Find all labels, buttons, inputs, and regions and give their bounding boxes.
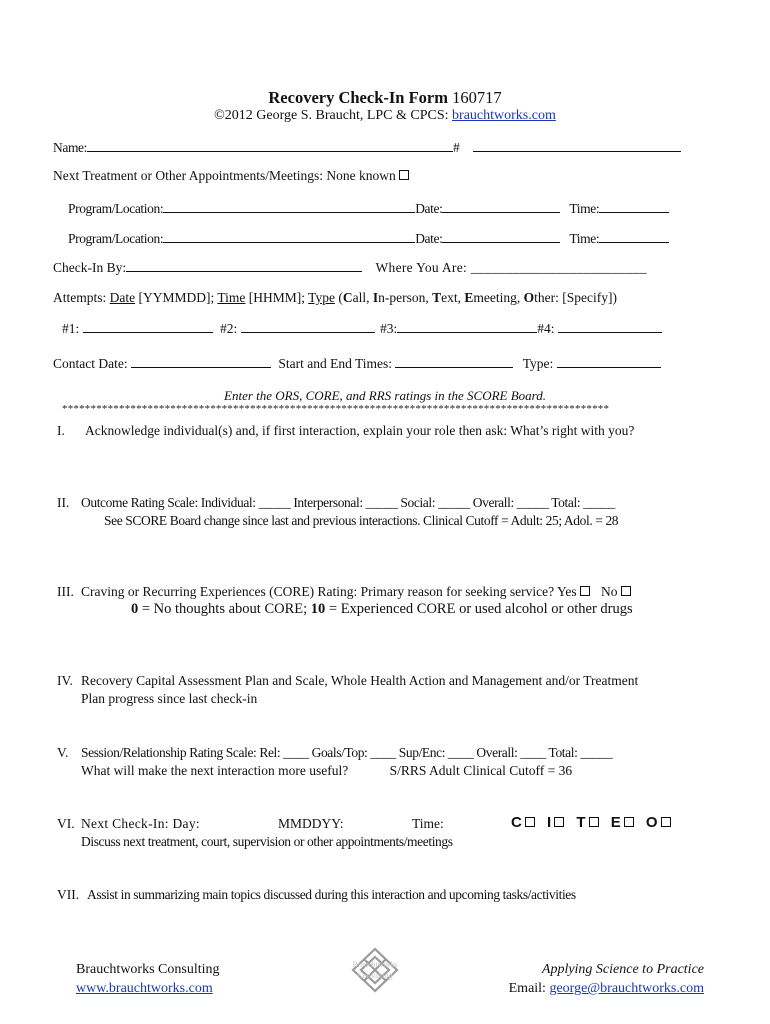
tagline: Applying Science to Practice [541, 962, 704, 977]
date-field[interactable] [442, 200, 560, 213]
program-location-row-1 [68, 200, 669, 217]
no-label: No [601, 584, 618, 599]
attempts-date-format: [YYMMDD]; [138, 290, 215, 305]
type-label: Type: [522, 356, 554, 371]
type-o-rest: ther: [Specify]) [534, 290, 617, 305]
section-3-number: III. [57, 584, 74, 599]
date-field[interactable] [442, 230, 560, 243]
section-3-scale [131, 601, 633, 618]
form-title [0, 88, 770, 108]
option-c-checkbox[interactable] [525, 817, 535, 827]
attempts-time-format: [HHMM]; [248, 290, 306, 305]
date-label: Date: [415, 201, 443, 216]
check-in-by-label: Check-In By: [53, 260, 127, 275]
type-i: I [372, 290, 379, 305]
option-i-label: I [547, 814, 552, 831]
where-you-are-label: Where You Are: _________________________ [375, 260, 647, 275]
program-location-field[interactable] [163, 200, 415, 213]
scale-zero: 0 [131, 601, 139, 617]
program-location-row-2 [68, 230, 669, 247]
name-label: Name: [53, 140, 87, 155]
type-c: C [342, 290, 353, 305]
attempt-2-field[interactable] [241, 320, 375, 333]
type-o: O [523, 290, 535, 305]
scale-zero-text: = No thoughts about CORE; [141, 601, 308, 617]
attempt-2-label: #2: [220, 321, 238, 336]
section-1 [57, 423, 634, 439]
copyright-text: ©2012 George S. Braucht, LPC & CPCS: [214, 108, 449, 123]
scale-ten: 10 [310, 601, 326, 617]
option-e-checkbox[interactable] [624, 817, 634, 827]
time-label: Time: [569, 231, 600, 246]
yes-checkbox[interactable] [580, 586, 590, 596]
name-field[interactable] [87, 139, 453, 152]
time-field[interactable] [599, 200, 669, 213]
attempts-label: Attempts: [53, 290, 107, 305]
section-5 [57, 745, 612, 761]
contact-date-field[interactable] [131, 355, 271, 368]
section-2-number: II. [57, 495, 70, 510]
start-end-field[interactable] [395, 355, 513, 368]
attempt-4-label: #4: [537, 321, 555, 336]
type-c-rest: all, [352, 290, 370, 305]
logo-text-2: Consulting [357, 971, 393, 980]
section-6-number: VI. [57, 816, 75, 831]
next-treatment-row [53, 168, 409, 184]
program-location-field[interactable] [163, 230, 415, 243]
attempt-4-field[interactable] [558, 320, 662, 333]
contact-type-options [511, 814, 671, 831]
instruction-text: Enter the ORS, CORE, and RRS ratings in the SCORE Board. [224, 388, 546, 403]
attempts-row [53, 290, 617, 306]
attempts-time: Time [217, 290, 246, 305]
copyright-line [0, 108, 770, 124]
attempt-3-field[interactable] [397, 320, 537, 333]
section-4-line-2: Plan progress since last check-in [81, 691, 258, 706]
option-o-checkbox[interactable] [661, 817, 671, 827]
section-5-cutoff: S/RRS Adult Clinical Cutoff = 36 [389, 763, 573, 778]
section-5-line-2 [81, 763, 572, 779]
type-e-rest: meeting, [473, 290, 521, 305]
check-in-by-row [53, 259, 647, 276]
type-e: E [464, 290, 474, 305]
mmddyy-label: MMDDYY: [278, 816, 344, 831]
program-location-label: Program/Location: [68, 231, 164, 246]
program-location-label: Program/Location: [68, 201, 164, 216]
contact-date-row [53, 355, 661, 372]
section-2-line-1: Outcome Rating Scale: Individual: _____ Interpersonal: _____ Social: _____ Overall: _____ Total: _____ [81, 495, 615, 510]
type-i-rest: n-person, [378, 290, 429, 305]
attempt-1-label: #1: [62, 321, 80, 336]
section-4-number: IV. [57, 673, 73, 688]
section-4-line-1: Recovery Capital Assessment Plan and Scale, Whole Health Action and Management and/or Treatment [81, 673, 639, 688]
type-t-rest: ext, [441, 290, 461, 305]
email-label: Email: [508, 981, 546, 996]
footer-website-link[interactable]: www.brauchtworks.com [76, 981, 213, 996]
section-1-number: I. [57, 423, 65, 438]
time-label: Time: [569, 201, 600, 216]
section-3-line-1: Craving or Recurring Experiences (CORE) Rating: Primary reason for seeking service? Yes [81, 584, 577, 599]
section-3 [57, 584, 631, 600]
brauchtworks-logo [335, 945, 415, 995]
type-field[interactable] [557, 355, 661, 368]
next-time-label: Time: [412, 816, 444, 831]
form-number: 160717 [452, 88, 502, 107]
star-divider: ************************************************************************************************ [62, 403, 610, 415]
no-checkbox[interactable] [621, 586, 631, 596]
hash-label: # [453, 140, 460, 155]
footer-right [509, 960, 704, 998]
attempts-type: Type [308, 290, 335, 305]
section-5-line-1: Session/Relationship Rating Scale: Rel: ____ Goals/Top: ____ Sup/Enc: ____ Overall: ____ Total: _____ [81, 745, 613, 760]
section-1-text: Acknowledge individual(s) and, if first interaction, explain your role then ask: What’s right with you? [85, 423, 635, 438]
attempts-date: Date [109, 290, 136, 305]
logo-text: Brauchtworks [352, 960, 398, 969]
header-site-link[interactable]: brauchtworks.com [452, 108, 556, 123]
id-number-field[interactable] [473, 139, 681, 152]
section-5-question: What will make the next interaction more useful? [81, 763, 349, 778]
none-known-checkbox[interactable] [399, 170, 409, 180]
section-7-text: Assist in summarizing main topics discussed during this interaction and upcoming tasks/activities [87, 887, 576, 902]
section-5-number: V. [57, 745, 69, 760]
footer-left [76, 960, 220, 998]
name-row [53, 139, 681, 156]
section-6-line-2: Discuss next treatment, court, supervision or other appointments/meetings [81, 834, 453, 849]
section-2 [57, 495, 615, 511]
option-t-checkbox[interactable] [589, 817, 599, 827]
attempts-type-open: ( [338, 290, 343, 305]
option-i-checkbox[interactable] [554, 817, 564, 827]
attempt-numbers-row [62, 320, 662, 337]
next-check-in-label: Next Check-In: Day: [81, 816, 200, 831]
section-6 [57, 816, 200, 832]
contact-date-label: Contact Date: [53, 356, 128, 371]
type-t: T [432, 290, 442, 305]
attempt-3-label: #3: [380, 321, 398, 336]
form-title-bold: Recovery Check-In Form [268, 88, 448, 107]
section-2-line-2: See SCORE Board change since last and previous interactions. Clinical Cutoff = Adult: 25; Adol. = 28 [104, 513, 619, 528]
section-4 [57, 673, 638, 689]
next-treatment-label: Next Treatment or Other Appointments/Meetings: None known [53, 168, 396, 183]
footer-email-link[interactable]: george@brauchtworks.com [549, 981, 704, 996]
option-c-label: C [511, 814, 522, 831]
time-field[interactable] [599, 230, 669, 243]
attempt-1-field[interactable] [83, 320, 213, 333]
check-in-by-field[interactable] [126, 259, 362, 272]
section-7-number: VII. [57, 887, 80, 902]
option-t-label: T [576, 814, 586, 831]
date-label: Date: [415, 231, 443, 246]
start-end-label: Start and End Times: [278, 356, 392, 371]
scale-ten-text: = Experienced CORE or used alcohol or other drugs [328, 601, 633, 617]
option-e-label: E [610, 814, 621, 831]
company-name: Brauchtworks Consulting [76, 962, 220, 977]
section-7 [57, 887, 576, 903]
option-o-label: O [645, 814, 658, 831]
